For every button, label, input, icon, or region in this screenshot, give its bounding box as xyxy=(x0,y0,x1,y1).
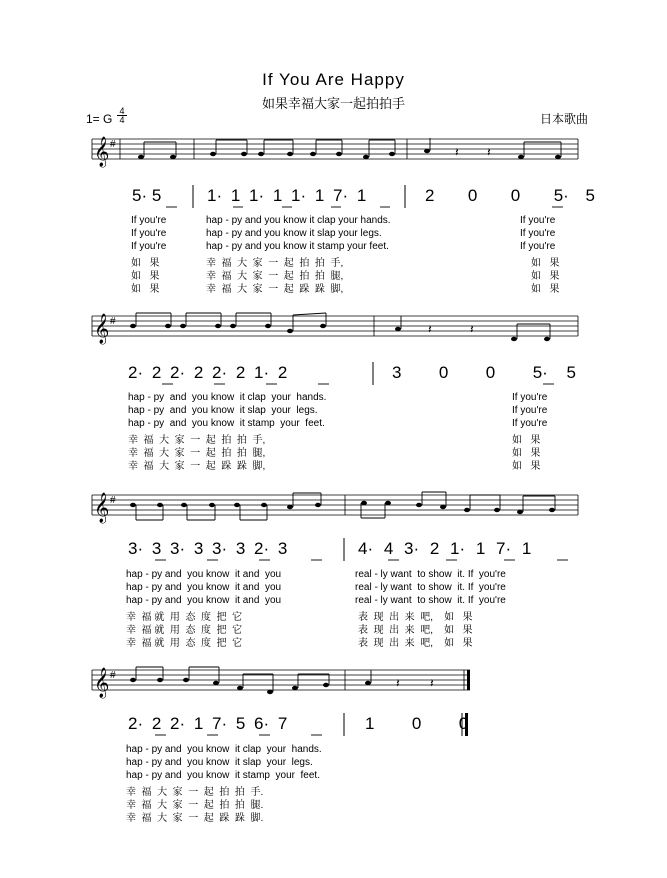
svg-text:𝄽: 𝄽 xyxy=(455,145,459,159)
lyric-line: hap - py and you know it clap your hands. xyxy=(126,744,322,755)
svg-text:𝄽: 𝄽 xyxy=(470,322,474,336)
lyric-line: 幸 福 就 用 态 度 把 它 xyxy=(126,638,243,649)
song-subtitle: 如果幸福大家一起拍拍手 xyxy=(261,96,405,111)
lyric-line: 如 果 xyxy=(531,258,560,269)
jianpu-measure: 2 0 0 5· 5 xyxy=(425,186,595,205)
lyric-line: 幸 福 大 家 一 起 拍 拍 腿. xyxy=(126,800,264,811)
time-signature-numerator: 4 xyxy=(119,106,125,116)
svg-text:𝄞: 𝄞 xyxy=(94,137,110,167)
lyric-line: 如 果 xyxy=(512,435,541,446)
svg-text:𝄞: 𝄞 xyxy=(94,493,110,523)
lyric-line: hap - py and you know it and you xyxy=(126,569,282,580)
jianpu-measure: 4· 4 3· 2 1· 1 7· 1 xyxy=(358,539,532,558)
song-title: If You Are Happy xyxy=(262,70,405,89)
lyric-line: If you're xyxy=(520,241,556,252)
svg-text:𝄞: 𝄞 xyxy=(94,314,110,344)
time-signature-denominator: 4 xyxy=(117,115,127,124)
lyric-line: If you're xyxy=(131,215,167,226)
svg-text:𝄞: 𝄞 xyxy=(94,668,110,698)
jianpu-measure: 1 0 0 xyxy=(365,714,469,733)
lyric-line: 幸 福 大 家 一 起 跺 跺 脚, xyxy=(206,284,344,295)
svg-text:𝄽: 𝄽 xyxy=(428,322,432,336)
jianpu-measure: 1· 1 1· 1 1· 1 7· 1 xyxy=(207,186,367,205)
lyric-line: If you're xyxy=(131,241,167,252)
lyric-line: hap - py and you know it slap your legs. xyxy=(206,228,382,239)
lyric-line: hap - py and you know it clap your hands. xyxy=(128,392,327,403)
jianpu-measure: 2· 2 2· 1 7· 5 6· 7 xyxy=(128,714,288,733)
lyric-line: 如 果 xyxy=(531,271,560,282)
lyric-line: 幸 福 大 家 一 起 跺 跺 脚, xyxy=(128,461,266,472)
lyric-line: 幸 福 大 家 一 起 拍 拍 手, xyxy=(206,258,344,269)
lyric-line: If you're xyxy=(512,405,548,416)
jianpu-measure: 3 0 0 5· 5 xyxy=(392,363,576,382)
lyric-line: hap - py and you know it slap your legs. xyxy=(126,757,313,768)
lyric-line: 如 果 xyxy=(131,258,160,269)
lyric-line: hap - py and you know it stamp your feet. xyxy=(206,241,389,252)
lyric-line: hap - py and you know it stamp your feet. xyxy=(128,418,325,429)
lyric-line: 如 果 xyxy=(531,284,560,295)
jianpu-measure: 5· 5 xyxy=(132,186,162,205)
lyric-line: real - ly want to show it. If you're xyxy=(355,595,506,606)
lyric-line: 如 果 xyxy=(512,461,541,472)
svg-text:#: # xyxy=(110,316,116,327)
jianpu-measure: 2· 2 2· 2 2· 2 1· 2 xyxy=(128,363,288,382)
lyric-line: 幸 福 大 家 一 起 拍 拍 手, xyxy=(128,435,266,446)
lyric-line: 表 现 出 来 吧, 如 果 xyxy=(358,625,473,636)
lyric-line: 表 现 出 来 吧, 如 果 xyxy=(358,612,473,623)
lyric-line: 幸 福 大 家 一 起 跺 跺 脚. xyxy=(126,813,264,824)
lyric-line: hap - py and you know it and you xyxy=(126,582,282,593)
lyric-line: 幸 福 大 家 一 起 拍 拍 手. xyxy=(126,787,264,798)
lyric-line: real - ly want to show it. If you're xyxy=(355,569,506,580)
lyric-line: If you're xyxy=(520,228,556,239)
lyric-line: real - ly want to show it. If you're xyxy=(355,582,506,593)
jianpu-measure: 3· 3 3· 3 3· 3 2· 3 xyxy=(128,539,288,558)
lyric-line: hap - py and you know it clap your hands. xyxy=(206,215,391,226)
lyric-line: 表 现 出 来 吧, 如 果 xyxy=(358,638,473,649)
lyric-line: hap - py and you know it and you xyxy=(126,595,282,606)
svg-text:#: # xyxy=(110,670,116,681)
svg-text:#: # xyxy=(110,139,116,150)
svg-text:𝄽: 𝄽 xyxy=(396,676,400,690)
song-origin: 日本歌曲 xyxy=(540,112,589,126)
lyric-line: 如 果 xyxy=(512,448,541,459)
lyric-line: 如 果 xyxy=(131,284,160,295)
lyric-line: If you're xyxy=(520,215,556,226)
svg-text:𝄽: 𝄽 xyxy=(430,676,434,690)
key-signature-label: 1= G xyxy=(86,112,113,126)
lyric-line: 如 果 xyxy=(131,271,160,282)
lyric-line: If you're xyxy=(131,228,167,239)
svg-text:#: # xyxy=(110,495,116,506)
svg-text:𝄽: 𝄽 xyxy=(487,145,491,159)
lyric-line: hap - py and you know it stamp your feet. xyxy=(126,770,320,781)
lyric-line: 幸 福 就 用 态 度 把 它 xyxy=(126,612,243,623)
lyric-line: hap - py and you know it slap your legs. xyxy=(128,405,318,416)
lyric-line: 幸 福 大 家 一 起 拍 拍 腿, xyxy=(206,271,344,282)
lyric-line: 幸 福 就 用 态 度 把 它 xyxy=(126,625,243,636)
lyric-line: If you're xyxy=(512,392,548,403)
lyric-line: 幸 福 大 家 一 起 拍 拍 腿, xyxy=(128,448,266,459)
lyric-line: If you're xyxy=(512,418,548,429)
